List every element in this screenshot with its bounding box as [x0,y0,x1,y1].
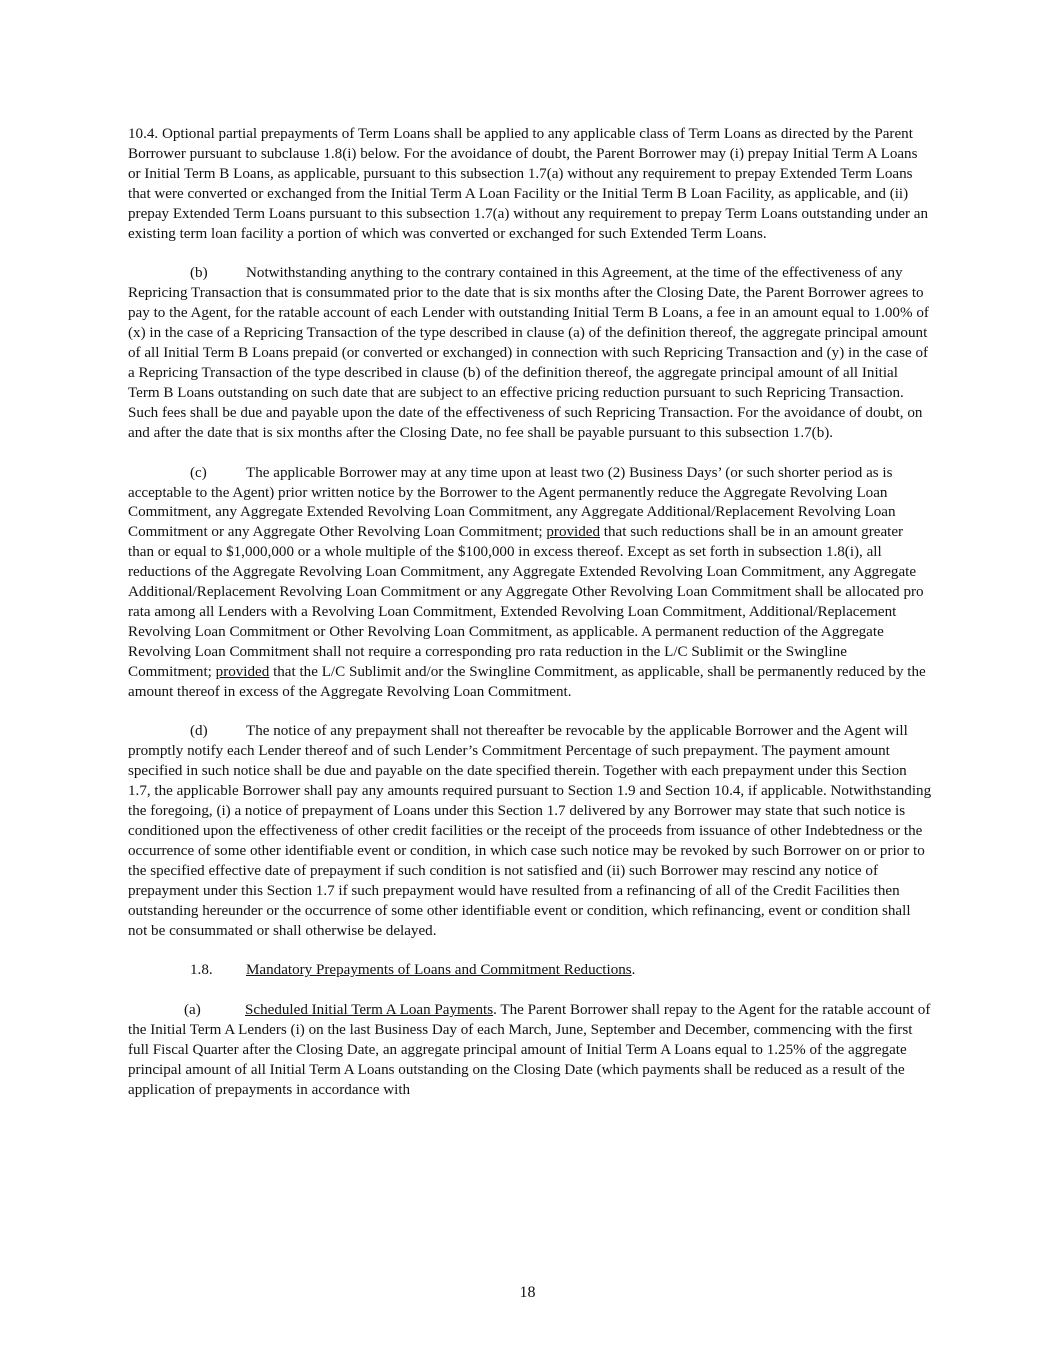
paragraph-c-provided-2: provided [215,663,270,680]
paragraph-d-marker: (d) [190,723,208,740]
paragraph-1-8-a [128,1001,932,1101]
section-title-period: . [631,962,636,979]
paragraph-b [128,264,932,443]
paragraph-d [128,722,932,941]
paragraph-c-marker: (c) [190,464,207,481]
paragraph-c [128,464,932,703]
paragraph-c-provided-1: provided [546,524,601,541]
paragraph-c-text-2: that such reductions shall be in an amount greater than or equal to $1,000,000 or a whole multiple of the $100,000 in excess thereof. Except as set forth in subsection 1.8(i), all reductions of the Aggregate Revolving Loan Commitment, any Aggregate Extended Revolving Loan Commitment, any Aggregate Additional/Replacement Revolving Loan Commitment or any Aggregate Other Revolving Loan Commitment shall be allocated pro rata among all Lenders with a Revolving Loan Commitment, Extended Revolving Loan Commitment, Additional/Replacement Revolving Loan Commitment or Other Revolving Loan Commitment, as applicable. A permanent reduction of the Aggregate Revolving Loan Commitment shall not require a corresponding pro rata reduction in the L/C Sublimit or the Swingline Commitment; [128,524,924,680]
section-1-8-heading [128,961,932,981]
paragraph-1-8-a-marker: (a) [184,1002,201,1019]
document-body [128,125,932,1121]
paragraph-intro [128,125,932,244]
page-number: 18 [519,1284,536,1301]
paragraph-b-text: Notwithstanding anything to the contrary contained in this Agreement, at the time of the effectiveness of any Repricing Transaction that is consummated prior to the date that is six months after the Closing Date, the Parent Borrower agrees to pay to the Agent, for the ratable account of each Lender with outstanding Initial Term B Loans, a fee in an amount equal to 1.00% of (x) in the case of a Repricing Transaction of the type described in clause (a) of the definition thereof, the aggregate principal amount of all Initial Term B Loans prepaid (or converted or exchanged) in connection with such Repricing Transaction and (y) in the case of a Repricing Transaction of the type described in clause (b) of the definition thereof, the aggregate principal amount of all Initial Term B Loans outstanding on such date that are subject to an effective pricing reduction pursuant to such Repricing Transaction. Such fees shall be due and payable upon the date of the effectiveness of such Repricing Transaction. For the avoidance of doubt, on and after the date that is six months after the Closing Date, no fee shall be payable pursuant to this subsection 1.7(b). [128,265,929,441]
section-title: Mandatory Prepayments of Loans and Commitment Reductions [246,962,632,979]
paragraph-b-marker: (b) [190,265,208,282]
paragraph-c-text-3: that the L/C Sublimit and/or the Swingline Commitment, as applicable, shall be permanently reduced by the amount thereof in excess of the Aggregate Revolving Loan Commitment. [128,663,926,700]
paragraph-intro-text: 10.4. Optional partial prepayments of Term Loans shall be applied to any applicable class of Term Loans as directed by the Parent Borrower pursuant to subclause 1.8(i) below. For the avoidance of doubt, the Parent Borrower may (i) prepay Initial Term A Loans or Initial Term B Loans, as applicable, pursuant to this subsection 1.7(a) without any requirement to prepay Extended Term Loans that were converted or exchanged from the Initial Term A Loan Facility or the Initial Term B Loan Facility, as applicable, and (ii) prepay Extended Term Loans pursuant to this subsection 1.7(a) without any requirement to prepay Term Loans outstanding under an existing term loan facility a portion of which was converted or exchanged for such Extended Term Loans. [128,126,929,242]
paragraph-1-8-a-heading: Scheduled Initial Term A Loan Payments [245,1002,494,1019]
paragraph-c-text-1: The applicable Borrower may at any time upon at least two (2) Business Days’ (or such shorter period as is acceptable to the Agent) prior written notice by the Borrower to the Agent permanently reduce the Aggregate Revolving Loan Commitment, any Aggregate Extended Revolving Loan Commitment, any Aggregate Additional/Replacement Revolving Loan Commitment or any Aggregate Other Revolving Loan Commitment; [128,464,896,541]
paragraph-1-8-a-text: . The Parent Borrower shall repay to the Agent for the ratable account of the Initial Term A Lenders (i) on the last Business Day of each March, June, September and December, commencing with the first full Fiscal Quarter after the Closing Date, an aggregate principal amount of Initial Term A Loans equal to 1.25% of the aggregate principal amount of all Initial Term A Loans outstanding on the Closing Date (which payments shall be reduced as a result of the application of prepayments in accordance with [128,1002,931,1098]
section-number: 1.8. [190,962,213,979]
paragraph-d-text: The notice of any prepayment shall not thereafter be revocable by the applicable Borrower and the Agent will promptly notify each Lender thereof and of such Lender’s Commitment Percentage of such prepayment. The payment amount specified in such notice shall be due and payable on the date specified therein. Together with each prepayment under this Section 1.7, the applicable Borrower shall pay any amounts required pursuant to Section 1.9 and Section 10.4, if applicable. Notwithstanding the foregoing, (i) a notice of prepayment of Loans under this Section 1.7 delivered by any Borrower may state that such notice is conditioned upon the effectiveness of other credit facilities or the receipt of the proceeds from issuance of other Indebtedness or the occurrence of some other identifiable event or condition, in which case such notice may be revoked by such Borrower on or prior to the specified effective date of prepayment if such condition is not satisfied and (ii) such Borrower may rescind any notice of prepayment under this Section 1.7 if such prepayment would have resulted from a refinancing of all of the Credit Facilities then outstanding hereunder or the occurrence of some other identifiable event or condition, which refinancing, event or condition shall not be consummated or shall otherwise be delayed. [128,723,932,939]
